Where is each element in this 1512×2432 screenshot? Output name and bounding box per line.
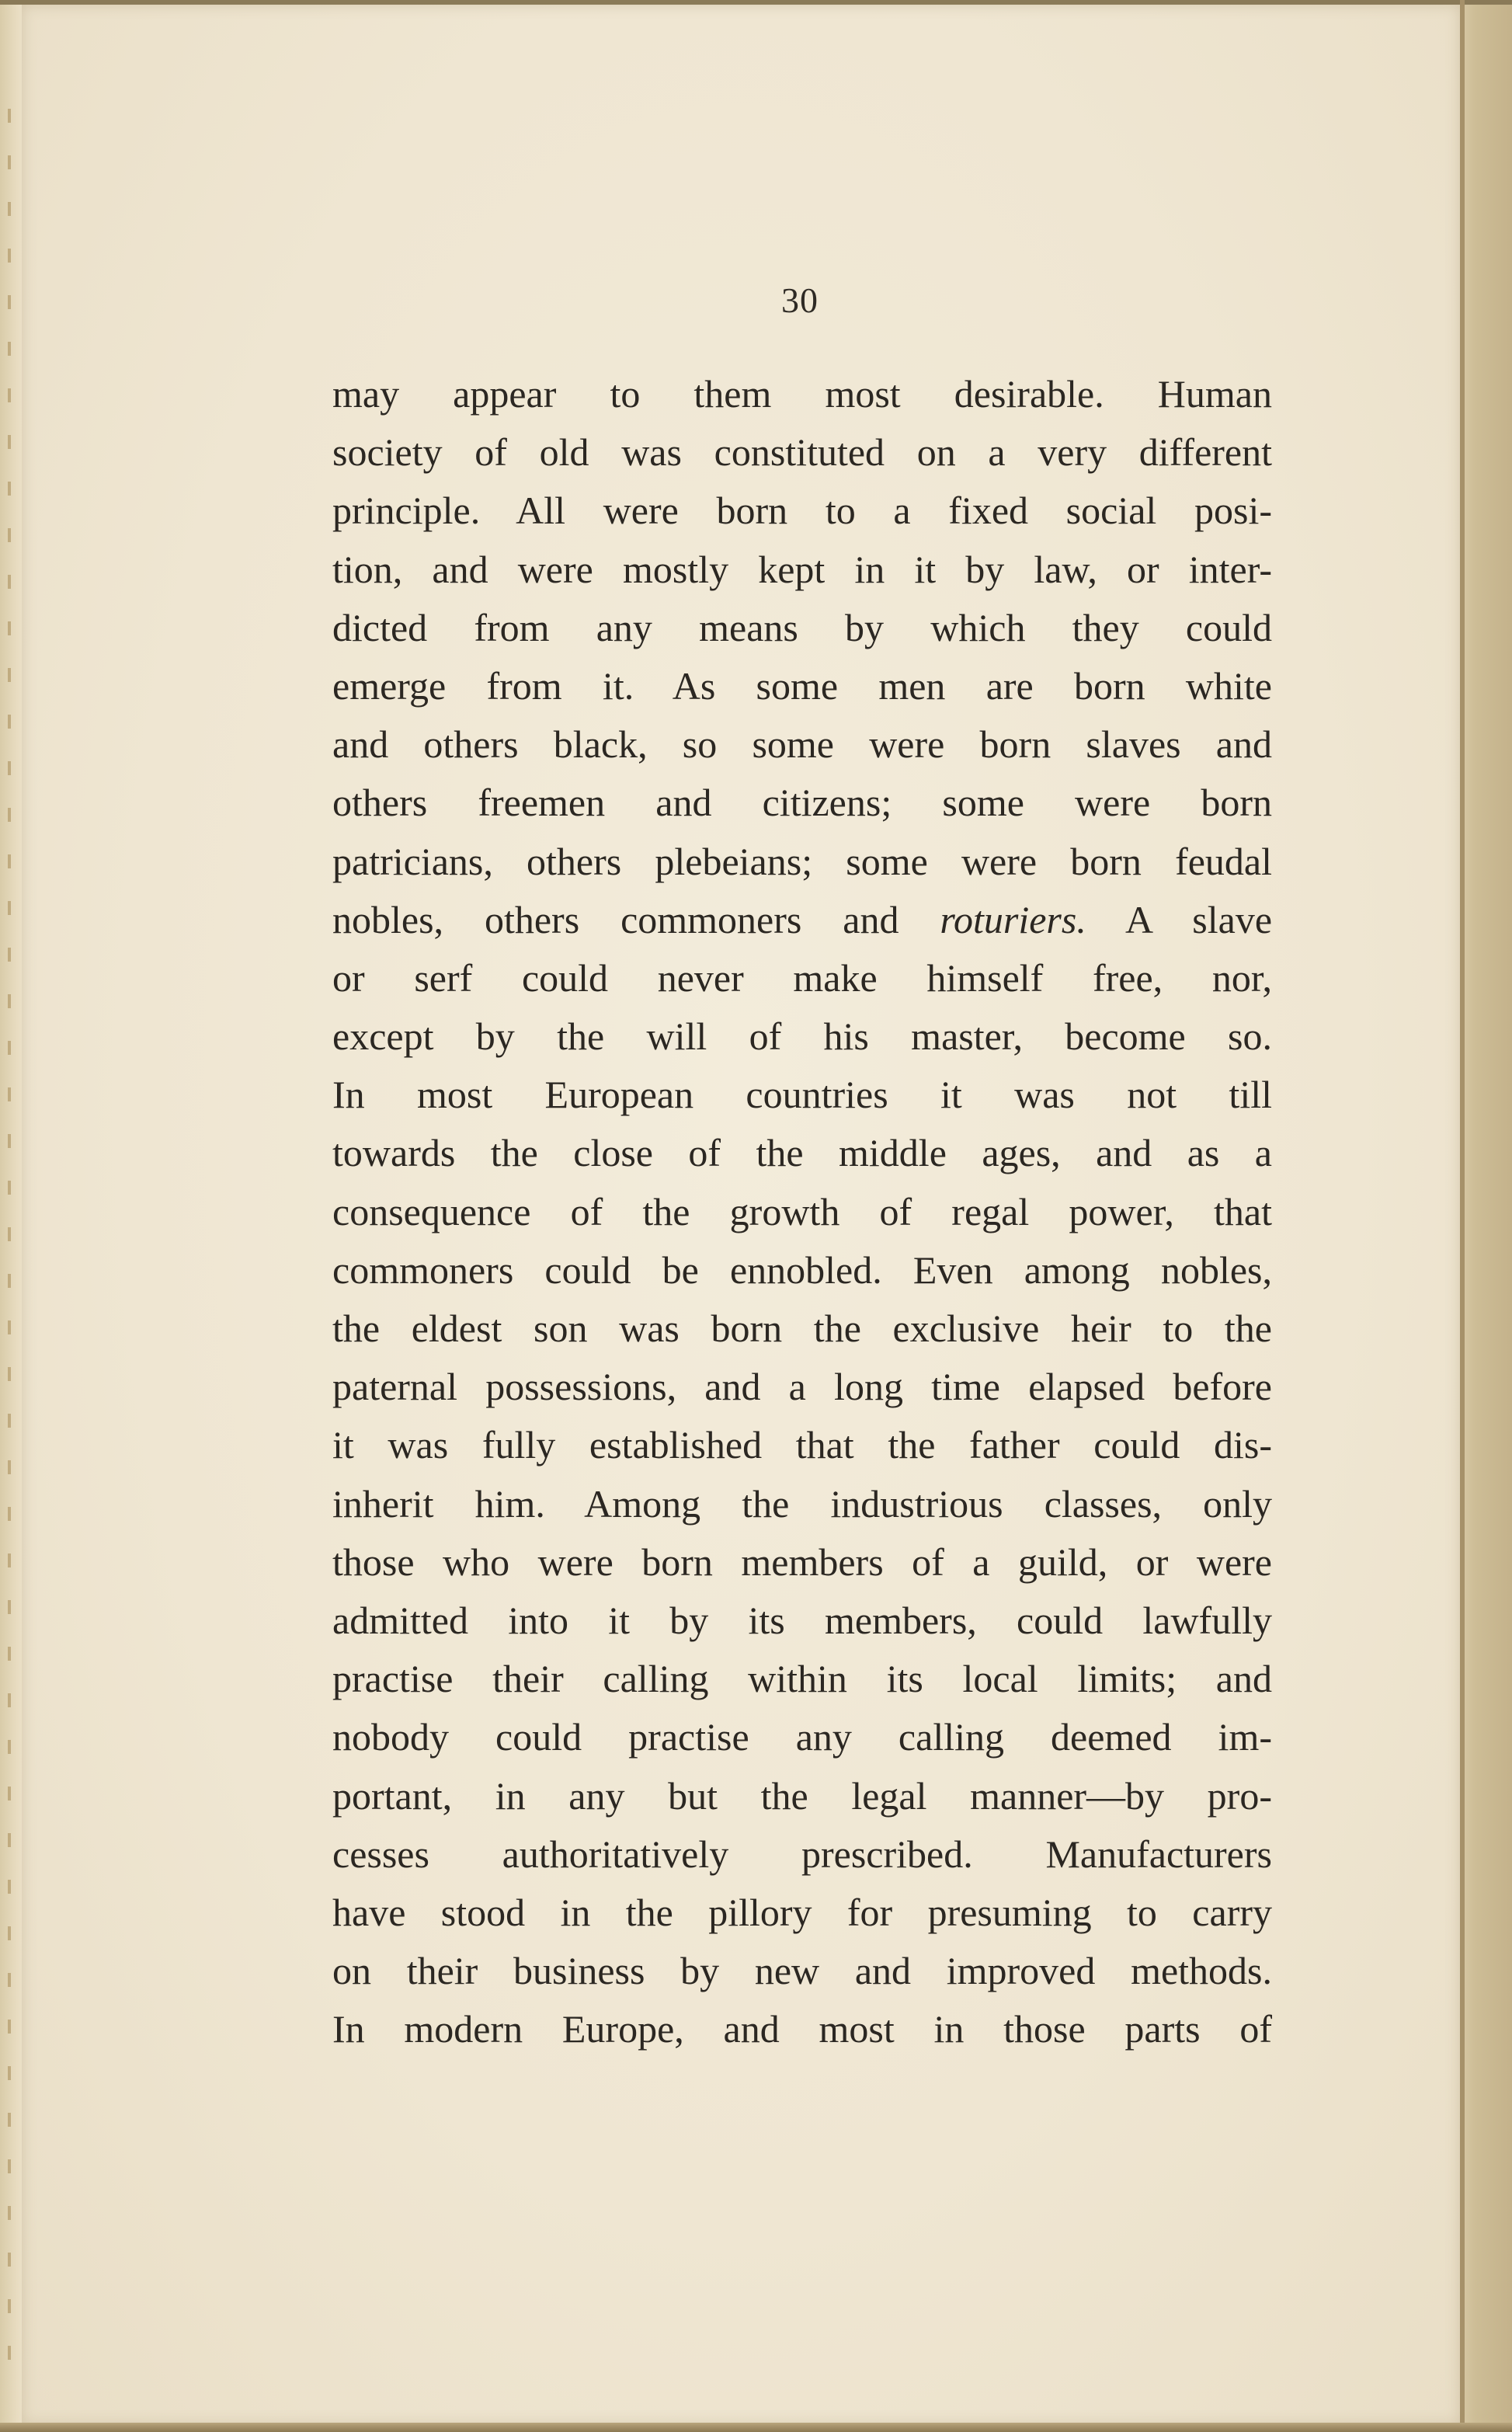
text-line: tion, and were mostly kept in it by law, or inter- xyxy=(332,547,1272,591)
text-line: it was fully established that the father could dis- xyxy=(332,1423,1272,1467)
text-line: patricians, others plebeians; some were born feudal xyxy=(332,839,1272,883)
text-line: emerge from it. As some men are born white xyxy=(332,663,1272,708)
text-line: dicted from any means by which they could xyxy=(332,605,1272,649)
text-line: paternal possessions, and a long time elapsed before xyxy=(332,1365,1272,1409)
body-text xyxy=(332,365,1272,2058)
text-line: In most European countries it was not till xyxy=(332,1073,1272,1117)
text-line: principle. All were born to a fixed social posi- xyxy=(332,489,1272,533)
text-line: society of old was constituted on a very different xyxy=(332,430,1272,475)
text-line: on their business by new and improved methods. xyxy=(332,1949,1272,1993)
text-segment: A slave xyxy=(1086,897,1273,941)
text-line: In modern Europe, and most in those parts of xyxy=(332,2007,1272,2051)
text-line: consequence of the growth of regal power, that xyxy=(332,1189,1272,1233)
text-line: commoners could be ennobled. Even among nobles, xyxy=(332,1247,1272,1292)
binding-fold xyxy=(1460,0,1465,2432)
text-line: others freemen and citizens; some were born xyxy=(332,781,1272,825)
page-number: 30 xyxy=(781,280,819,320)
text-segment: nobles, others commoners and xyxy=(332,897,940,941)
text-line: and others black, so some were born slaves and xyxy=(332,722,1272,767)
text-line: cesses authoritatively prescribed. Manufacturers xyxy=(332,1832,1272,1876)
text-line: or serf could never make himself free, nor, xyxy=(332,955,1272,1000)
italic-term: roturiers. xyxy=(940,897,1086,941)
text-line: practise their calling within its local limits; and xyxy=(332,1657,1272,1701)
text-line: admitted into it by its members, could lawfully xyxy=(332,1598,1272,1642)
text-line: inherit him. Among the industrious classes, only xyxy=(332,1481,1272,1526)
text-line: portant, in any but the legal manner—by pro- xyxy=(332,1773,1272,1818)
text-line: those who were born members of a guild, or were xyxy=(332,1540,1272,1584)
left-stitching xyxy=(8,109,11,2361)
text-line-with-italic xyxy=(332,891,1272,949)
text-line: the eldest son was born the exclusive heir to the xyxy=(332,1306,1272,1350)
text-line: nobody could practise any calling deemed im- xyxy=(332,1715,1272,1759)
text-line: towards the close of the middle ages, and as a xyxy=(332,1131,1272,1175)
top-edge xyxy=(0,0,1512,5)
text-line: have stood in the pillory for presuming to carry xyxy=(332,1890,1272,1934)
text-line: except by the will of his master, become so. xyxy=(332,1014,1272,1059)
text-line: may appear to them most desirable. Human xyxy=(332,372,1272,416)
bottom-edge xyxy=(0,2423,1512,2432)
